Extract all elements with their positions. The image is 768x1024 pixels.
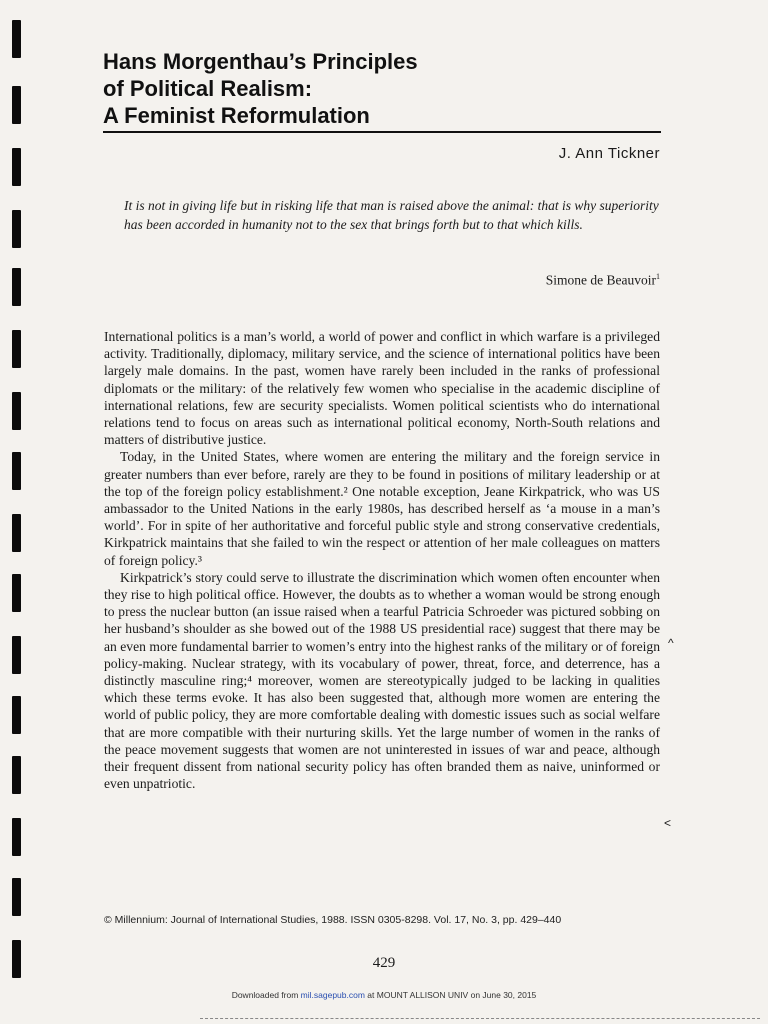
body-paragraph: Kirkpatrick’s story could serve to illustrate the discrimination which women often encounter when they rise to high political office. However, the doubts as to whether a woman would be strong enough to press the nuclear button (an issue raised when a tearful Patricia Schroeder was pictured sobbing on her husband’s shoulder as she bowed out of the 1988 US presidential race) suggest that there may be an even more fundamental barrier to women’s entry into the highest ranks of the military or of foreign policy-making. Nuclear strategy, with its vocabulary of power, threat, force, and deterrence, has a distinctly masculine ring;⁴ moreover, women are stereotypically judged to be lacking in qualities which these terms evoke. It has also been suggested that, although more women are entering the world of public policy, they are more comfortable dealing with domestic issues such as social welfare that are more compatible with their nurturing skills. Yet the large number of women in the ranks of the peace movement suggests that women are not uninterested in issues of war and peace, although their frequent dissent from national security policy has often branded them as naive, uninformed or even unpatriotic.: [104, 569, 660, 792]
binder-mark: [12, 392, 21, 430]
download-suffix: at MOUNT ALLISON UNIV on June 30, 2015: [364, 990, 537, 1000]
binder-mark: [12, 696, 21, 734]
title-line-1: Hans Morgenthau’s Principles: [103, 49, 418, 74]
title-line-2: of Political Realism:: [103, 76, 313, 101]
binder-mark: [12, 20, 21, 58]
binder-mark: [12, 268, 21, 306]
binder-mark: [12, 330, 21, 368]
binder-mark: [12, 818, 21, 856]
author-name: J. Ann Tickner: [558, 145, 660, 162]
margin-annotation: ^: [668, 636, 674, 650]
margin-annotation: <: [664, 816, 672, 830]
body-paragraph: Today, in the United States, where women are entering the military and the foreign service in greater numbers than ever before, rarely are they to be found in positions of military leadership or at the top of the foreign policy establishment.² One notable exception, Jeane Kirkpatrick, who was US ambassador to the United Nations in the early 1980s, has described herself as ‘a mouse in a man’s world’. For in spite of her authoritative and forceful public style and strong conservative credentials, Kirkpatrick maintains that she failed to win the respect or attention of her male colleagues on matters of foreign policy.³: [104, 449, 660, 568]
binder-mark: [12, 574, 21, 612]
source-link[interactable]: mil.sagepub.com: [300, 990, 365, 1000]
binder-mark: [12, 148, 21, 186]
binder-mark: [12, 452, 21, 490]
binder-mark: [12, 210, 21, 248]
binder-mark: [12, 514, 21, 552]
page-edge-divider: [200, 1018, 760, 1020]
body-paragraph: International politics is a man’s world, a world of power and conflict in which warfare is a privileged activity. Traditionally, diplomacy, military service, and the science of international politics have been largely male domains. In the past, women have rarely been included in the ranks of professional diplomats or the military: of the relatively few women who specialise in the academic discipline of international relations, few are security specialists. Women political scientists who do international relations tend to focus on areas such as international political economy, North-South relations and matters of distributive justice.: [104, 329, 660, 448]
footnote-ref: 1: [656, 272, 660, 281]
article-body: [104, 328, 660, 792]
epigraph-quote: It is not in giving life but in risking life that man is raised above the animal: that is why superiority has been accorded in humanity not to the sex that brings forth but to that which kills.: [124, 198, 659, 232]
title-line-3: A Feminist Reformulation: [103, 103, 370, 128]
download-notice: [0, 990, 768, 1000]
binder-mark: [12, 878, 21, 916]
download-prefix: Downloaded from: [231, 990, 301, 1000]
binder-mark: [12, 636, 21, 674]
epigraph-source-name: Simone de Beauvoir: [545, 272, 656, 288]
page-number: 429: [372, 955, 396, 971]
epigraph-attribution: [546, 272, 660, 289]
copyright-line: © Millennium: Journal of International Studies, 1988. ISSN 0305-8298. Vol. 17, No. 3, pp. 429–440: [104, 914, 562, 926]
binder-mark: [12, 756, 21, 794]
binder-mark: [12, 86, 21, 124]
title-rule: [103, 131, 661, 133]
article-title: [103, 48, 663, 129]
